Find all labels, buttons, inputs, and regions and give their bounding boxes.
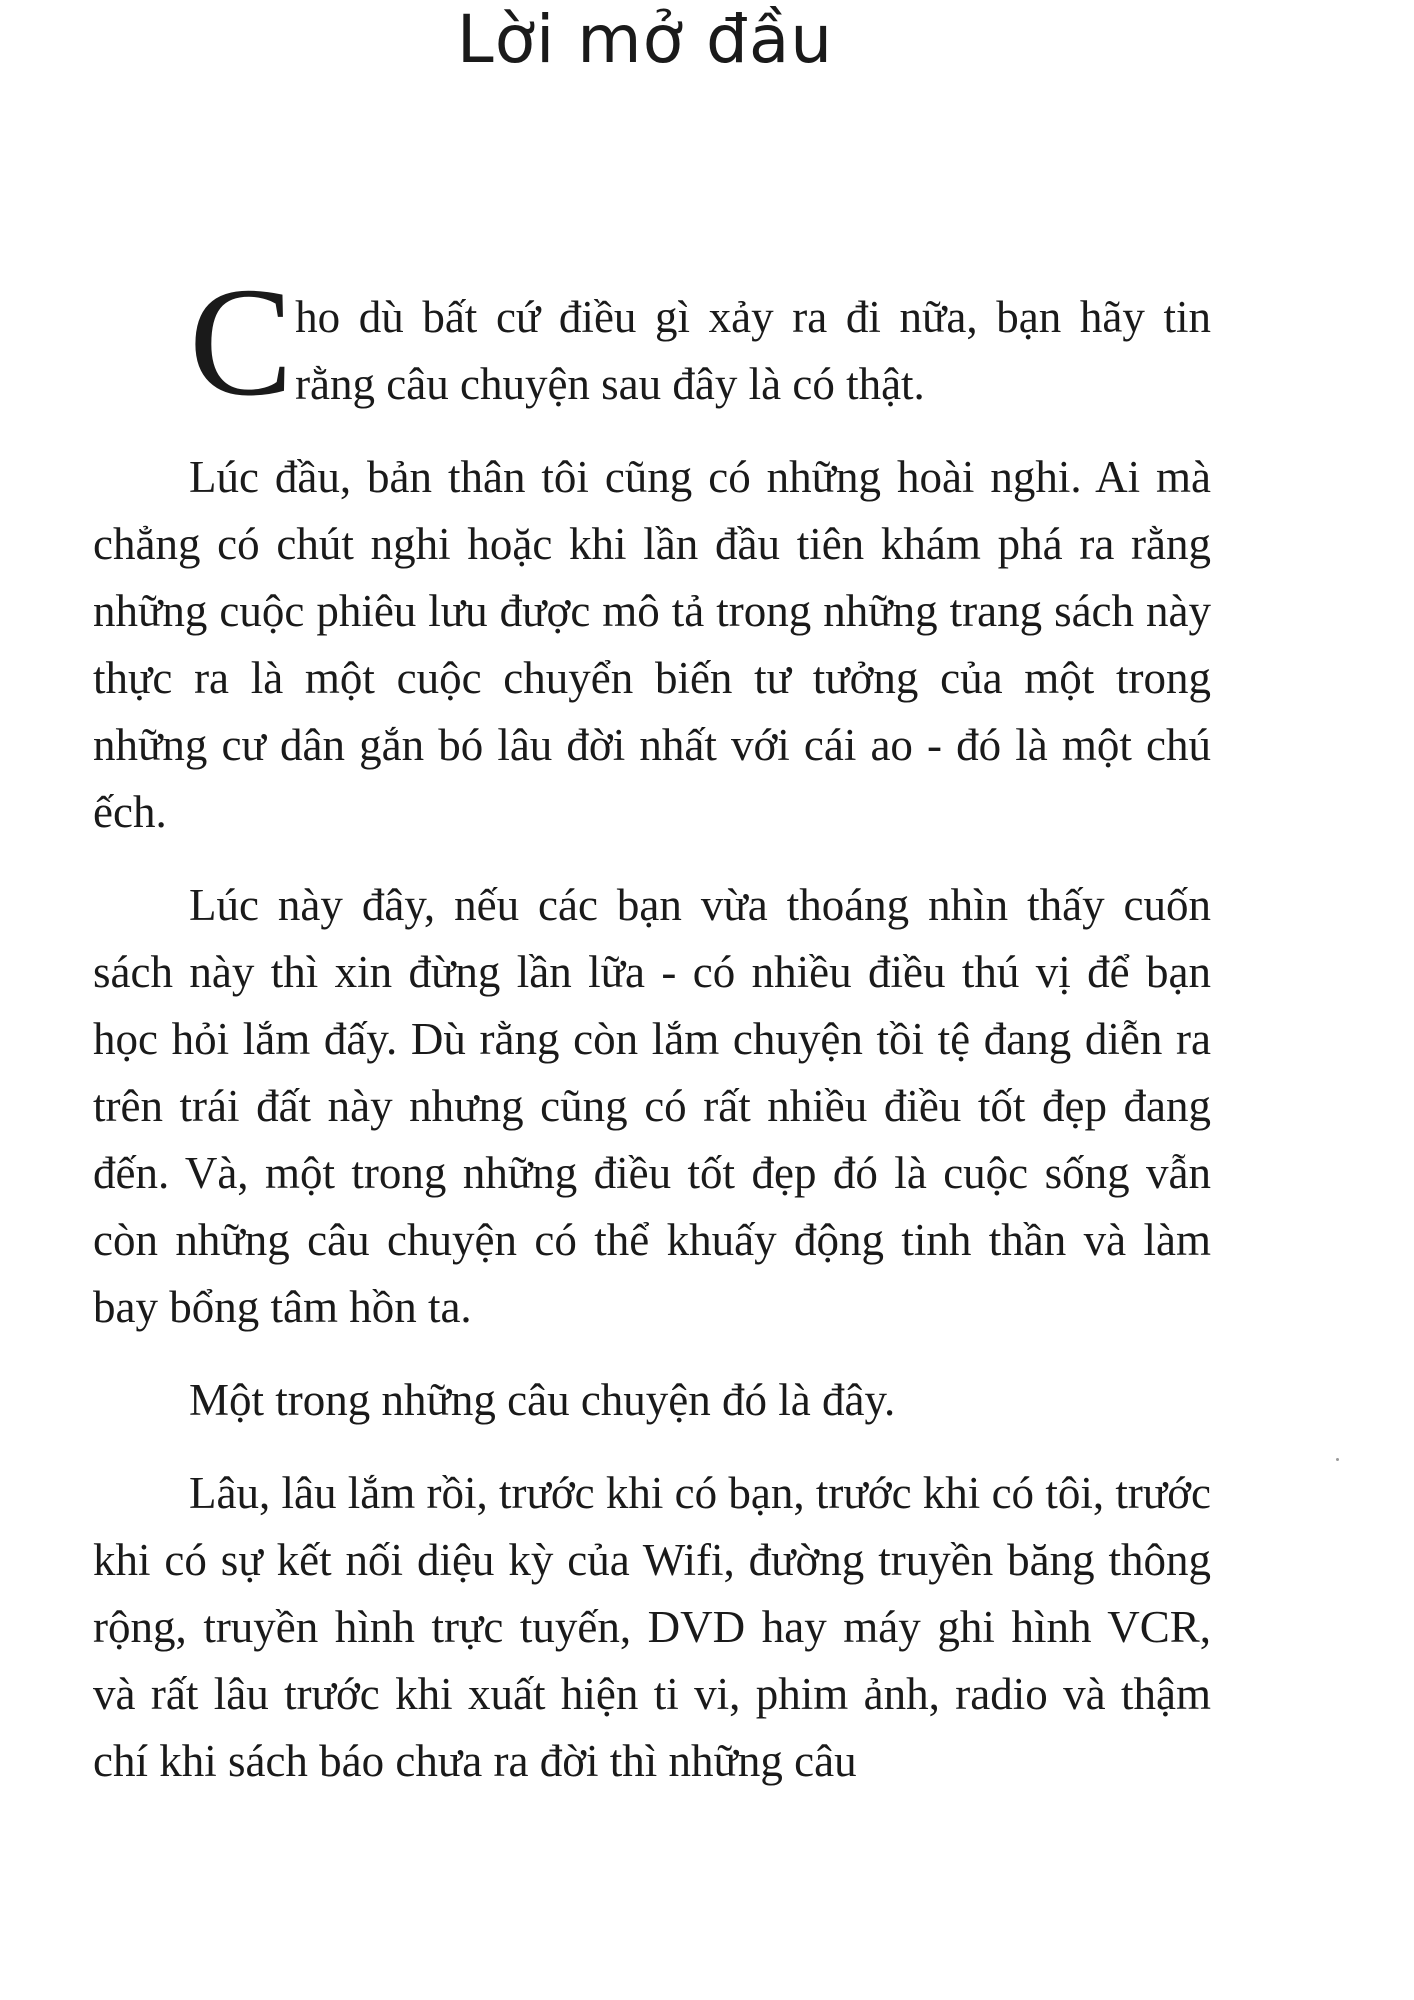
- page-title: Lời mở đầu: [456, 1, 834, 78]
- scan-speck: [1336, 1458, 1339, 1461]
- drop-cap: C: [189, 255, 294, 428]
- body-text: [93, 255, 1211, 1821]
- paragraph-1-text: ho dù bất cứ điều gì xảy ra đi nữa, bạn hãy tin rằng câu chuyện sau đây là có thật.: [295, 292, 1211, 409]
- paragraph-2: Lúc đầu, bản thân tôi cũng có những hoài nghi. Ai mà chẳng có chút nghi hoặc khi lần đầu tiên khám phá ra rằng những cuộc phiêu lưu được mô tả trong những trang sách này thực ra là một cuộc chuyển biến tư tưởng của một trong những cư dân gắn bó lâu đời nhất với cái ao - đó là một chú ếch.: [93, 452, 1211, 837]
- paragraph-4: Một trong những câu chuyện đó là đây.: [189, 1375, 896, 1425]
- paragraph-5: Lâu, lâu lắm rồi, trước khi có bạn, trước khi có tôi, trước khi có sự kết nối diệu kỳ của Wifi, đường truyền băng thông rộng, truyền hình trực tuyến, DVD hay máy ghi hình VCR, và rất lâu trước khi xuất hiện ti vi, phim ảnh, radio và thậm chí khi sách báo chưa ra đời thì những câu: [93, 1468, 1211, 1786]
- paragraph-1: [93, 255, 1211, 428]
- paragraph-3: Lúc này đây, nếu các bạn vừa thoáng nhìn thấy cuốn sách này thì xin đừng lần lữa - có nhiều điều thú vị để bạn học hỏi lắm đấy. Dù rằng còn lắm chuyện tồi tệ đang diễn ra trên trái đất này nhưng cũng có rất nhiều điều tốt đẹp đang đến. Và, một trong những điều tốt đẹp đó là cuộc sống vẫn còn những câu chuyện có thể khuấy động tinh thần và làm bay bổng tâm hồn ta.: [93, 880, 1211, 1332]
